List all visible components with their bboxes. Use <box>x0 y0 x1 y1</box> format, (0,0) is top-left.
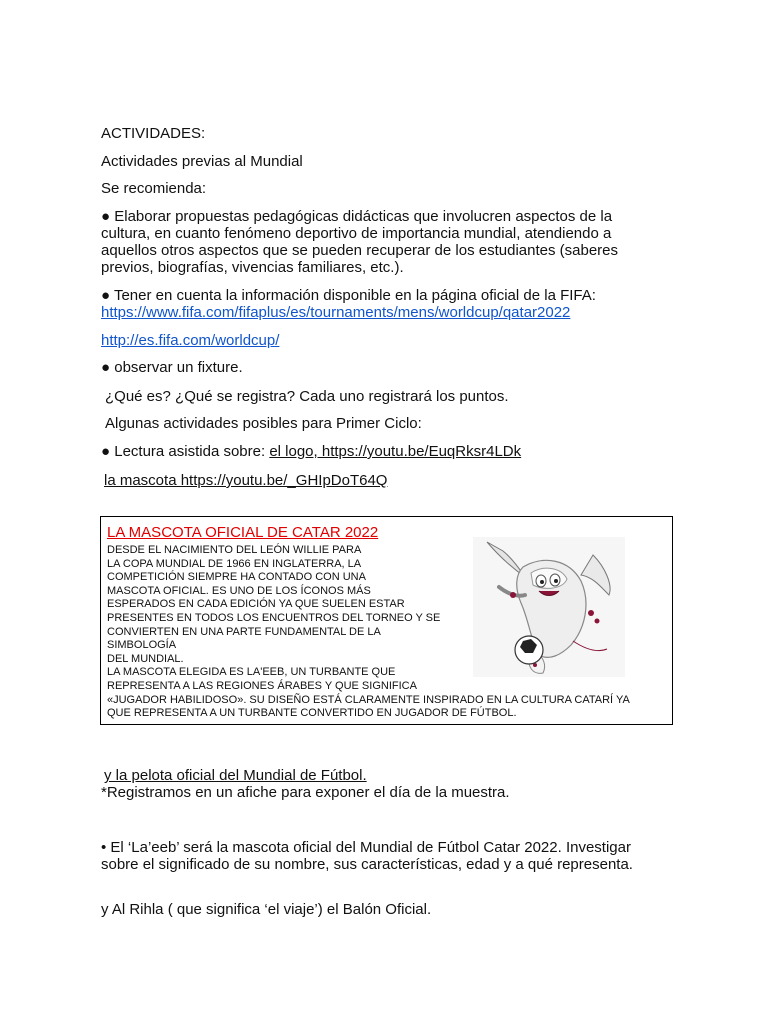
fifa-qatar-link[interactable]: https://www.fifa.com/fifaplus/es/tournaments/mens/worldcup/qatar2022 <box>101 304 571 321</box>
bullet-proposals: ● Elaborar propuestas pedagógicas didácticas que involucren aspectos de la cultura, en cuanto fenómeno deportivo de importancia mundial, atendiendo a aquellos otros aspectos que se pueden recuperar de los estudiantes (saberes previos, biografías, vivencias familiares, etc.). <box>101 208 618 276</box>
reading-item <box>101 443 521 460</box>
mascot-text-line: PRESENTES EN TODOS LOS ENCUENTROS DEL TORNEO Y SE <box>107 611 441 624</box>
reading-prefix: ● Lectura asistida sobre: <box>101 443 270 460</box>
heading: ACTIVIDADES: <box>101 125 206 142</box>
mascot-text-line: DEL MUNDIAL. <box>107 652 184 665</box>
mascot-text-line: REPRESENTA A LAS REGIONES ÁRABES Y QUE SIGNIFICA <box>107 679 417 692</box>
mascot-text-line: MASCOTA OFICIAL. ES UNO DE LOS ÍCONOS MÁS <box>107 584 371 597</box>
ball-line: y la pelota oficial del Mundial de Fútbol. <box>104 767 367 784</box>
mascot-info-box <box>100 516 673 725</box>
mascot-text-line: LA MASCOTA ELEGIDA ES LA'EEB, UN TURBANTE QUE <box>107 666 396 679</box>
mascot-text-line: SIMBOLOGÍA <box>107 639 177 652</box>
mascot-text-line: CONVIERTEN EN UNA PARTE FUNDAMENTAL DE LA <box>107 625 381 638</box>
mascot-video-link[interactable]: la mascota https://youtu.be/_GHIpDoT64Q <box>104 472 388 489</box>
bullet-fixture: ● observar un fixture. <box>101 359 243 376</box>
activities-text: Algunas actividades posibles para Primer Ciclo: <box>105 415 422 432</box>
mascot-text-line: DESDE EL NACIMIENTO DEL LEÓN WILLIE PARA <box>107 544 362 556</box>
mascot-text-line: LA COPA MUNDIAL DE 1966 EN INGLATERRA, LA <box>107 557 362 570</box>
mascot-text-line: ESPERADOS EN CADA EDICIÓN YA QUE SUELEN ESTAR <box>107 598 405 611</box>
questions-text: ¿Qué es? ¿Qué se registra? Cada uno registrará los puntos. <box>105 388 509 405</box>
laeeb-mascot-image <box>473 537 625 677</box>
mascot-text-line: QUE REPRESENTA A UN TURBANTE CONVERTIDO EN JUGADOR DE FÚTBOL. <box>107 707 517 720</box>
mascot-text-line: «JUGADOR HABILIDOSO». SU DISEÑO ESTÁ CLARAMENTE INSPIRADO EN LA CULTURA CATARÍ YA <box>107 693 630 706</box>
fifa-worldcup-link[interactable]: http://es.fifa.com/worldcup/ <box>101 332 280 349</box>
poster-line: *Registramos en un afiche para exponer el día de la muestra. <box>101 784 510 801</box>
laeeb-paragraph: • El ‘La’eeb’ será la mascota oficial del Mundial de Fútbol Catar 2022. Investigar sobre el significado de su nombre, sus características, edad y a qué representa. <box>101 839 633 873</box>
subheading: Actividades previas al Mundial <box>101 153 303 170</box>
bullet-fifa-info: ● Tener en cuenta la información disponible en la página oficial de la FIFA: <box>101 287 596 304</box>
rihla-line: y Al Rihla ( que significa ‘el viaje’) el Balón Oficial. <box>101 901 432 918</box>
mascot-box-title: LA MASCOTA OFICIAL DE CATAR 2022 <box>107 524 379 541</box>
mascot-text-line: COMPETICIÓN SIEMPRE HA CONTADO CON UNA <box>107 571 366 584</box>
recommend-text: Se recomienda: <box>101 180 207 197</box>
logo-video-link[interactable]: el logo, https://youtu.be/EuqRksr4LDk <box>269 443 522 460</box>
